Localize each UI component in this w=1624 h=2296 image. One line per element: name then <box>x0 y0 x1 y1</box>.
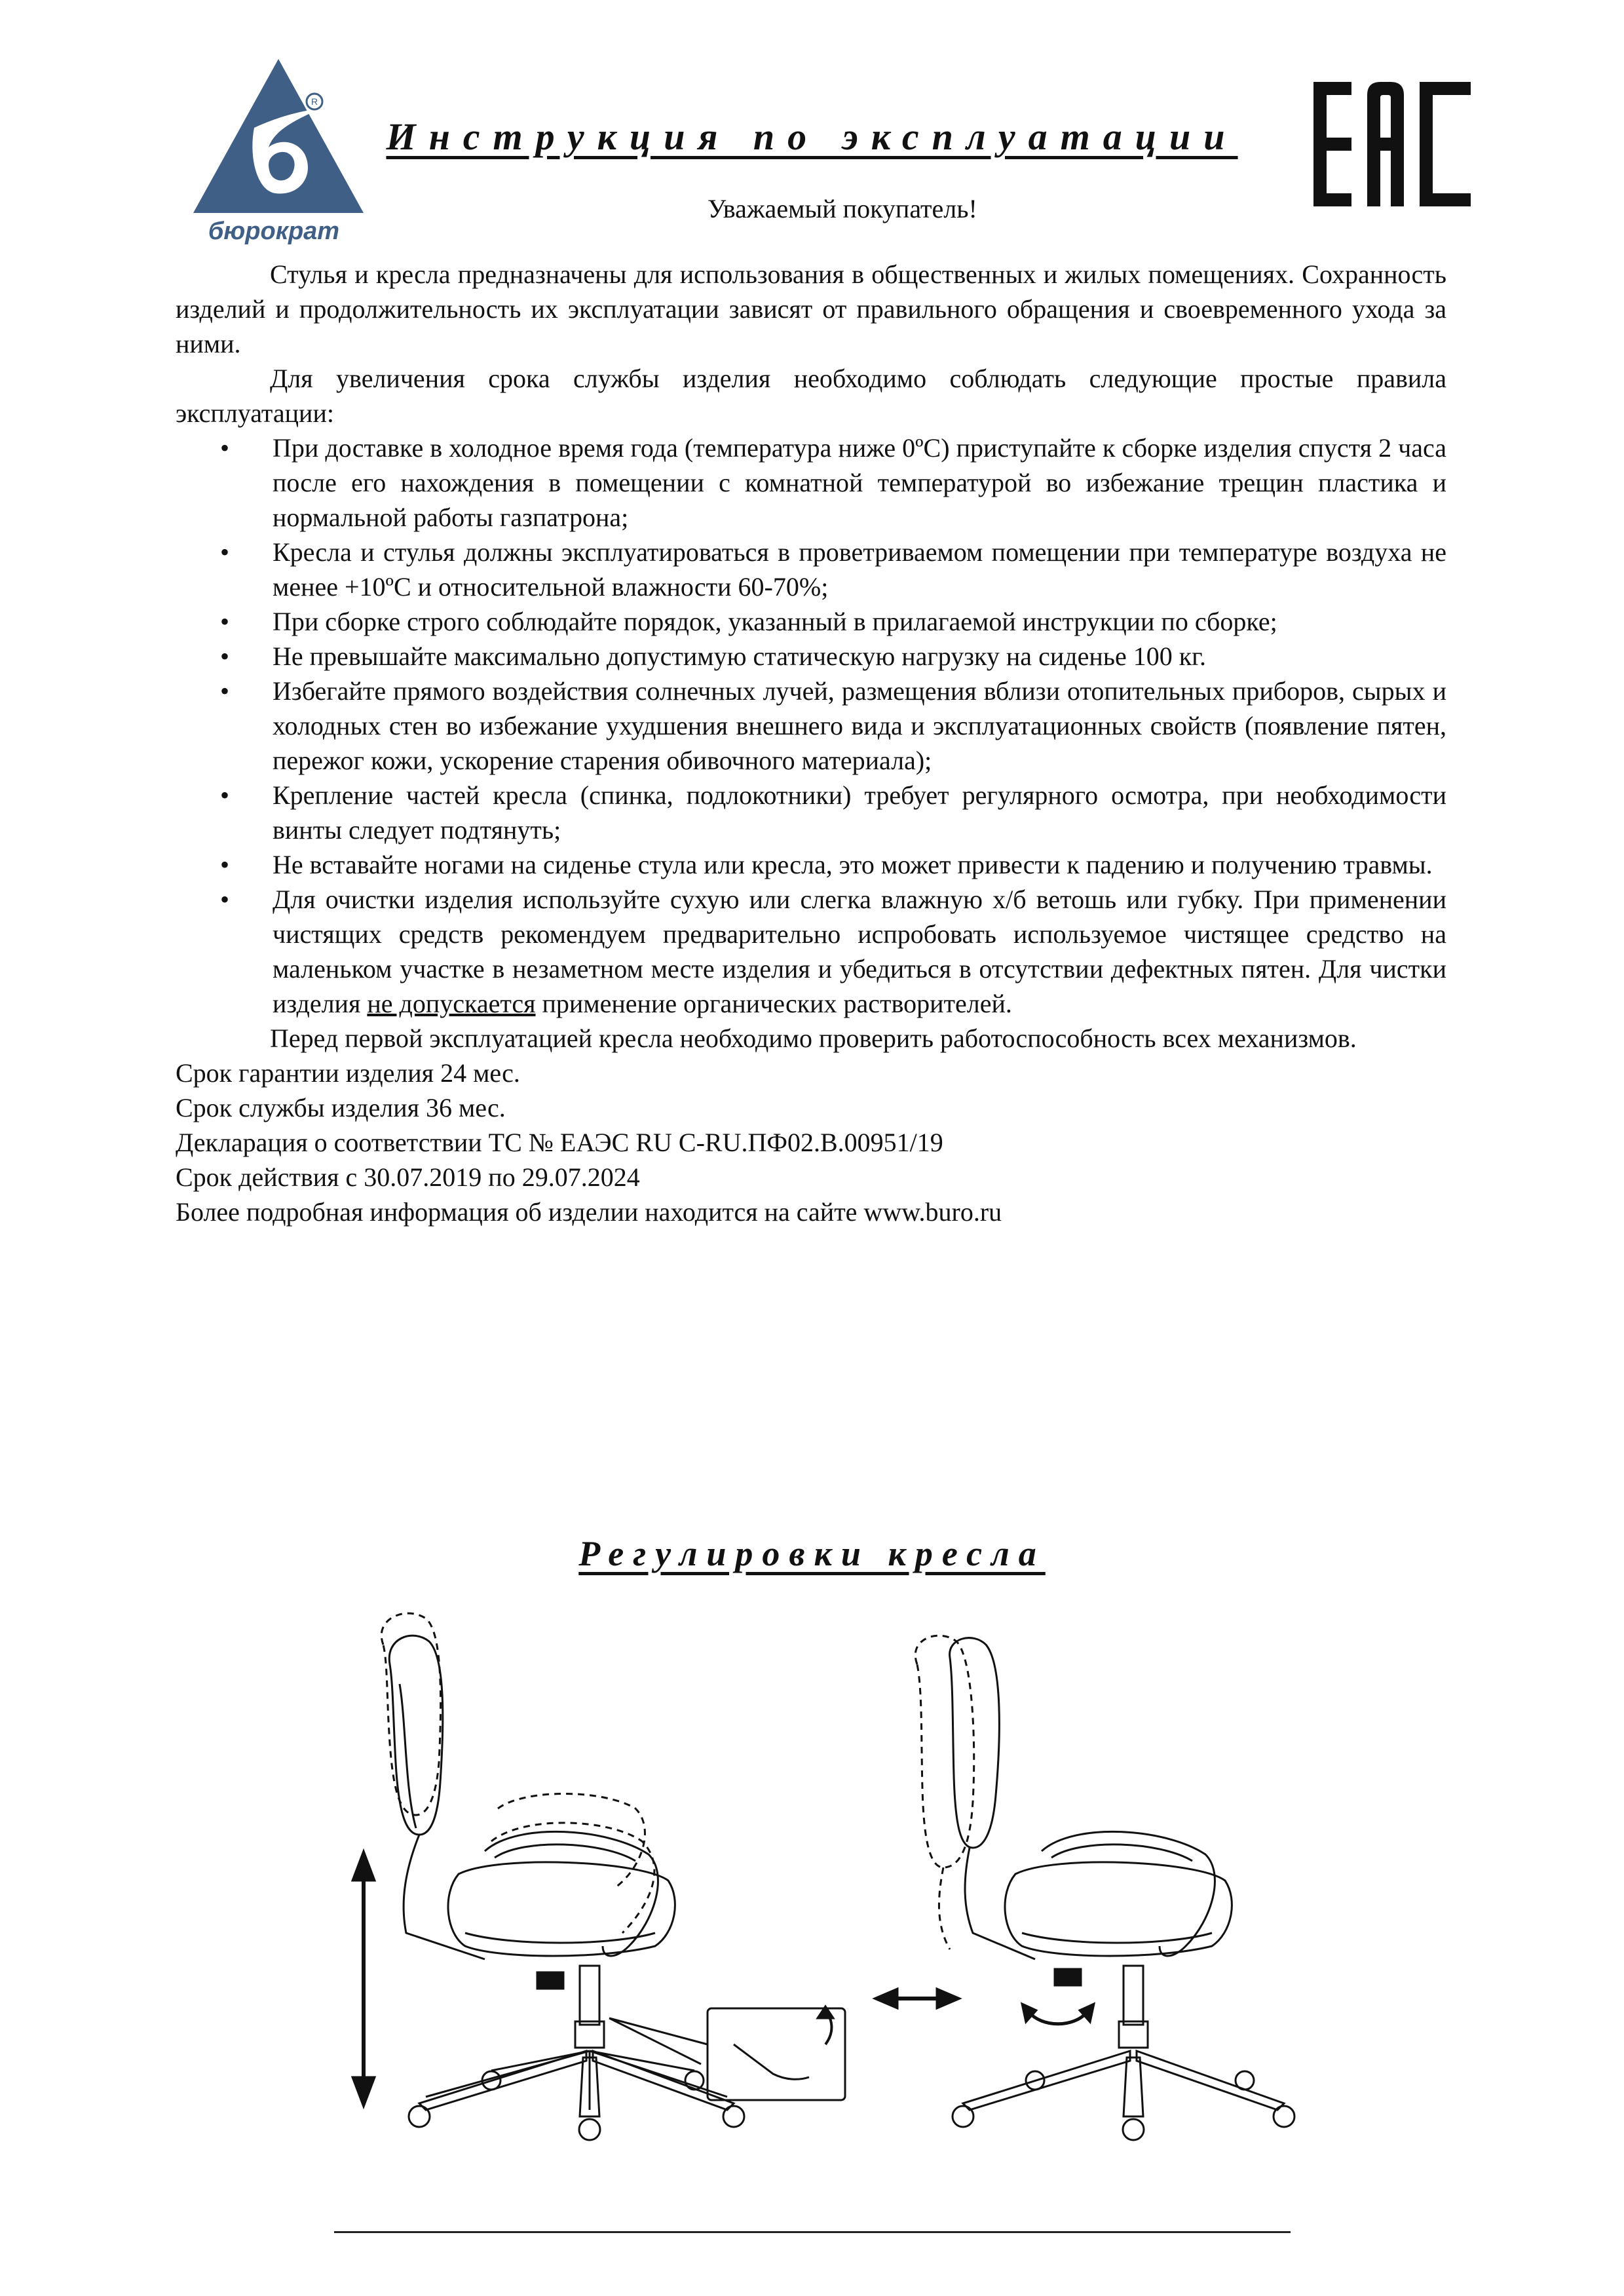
list-item: • Избегайте прямого воздействия солнечных лучей, размещения вблизи отопительных приборов, сырых и холодных стен во избежание ухудшения внешнего вида и эксплуатационных свойств (появление пятен, пережог кожи, ускорение старения обивочного материала); <box>273 674 1446 778</box>
check-paragraph: Перед первой эксплуатацией кресла необходимо проверить работоспособность всех механизмов. <box>270 1024 1357 1053</box>
list-item: • Кресла и стулья должны эксплуатироваться в проветриваемом помещении при температуре воздуха не менее +10ºС и относительной влажности 60-70%; <box>273 535 1446 604</box>
more-info-line: Более подробная информация об изделии находится на сайте www.buro.ru <box>176 1197 1002 1227</box>
list-item: • При доставке в холодное время года (температура ниже 0ºС) приступайте к сборке изделия спустя 2 часа после его нахождения в помещении с комнатной температурой во избежание трещин пластика и нормальной работы газпатрона; <box>273 430 1446 535</box>
declaration-line: Декларация о соответствии ТС № ЕАЭС RU C-RU.ПФ02.В.00951/19 <box>176 1128 943 1157</box>
list-item: • Не вставайте ногами на сиденье стула или кресла, это может привести к падению и получению травмы. <box>273 847 1446 882</box>
product-details <box>176 1056 1446 1229</box>
horizontal-arrow-icon <box>875 1989 960 2008</box>
intro-rules-lead: Для увеличения срока службы изделия необходимо соблюдать следующие простые правила эксплуатации: <box>176 364 1446 428</box>
greeting: Уважаемый покупатель! <box>708 194 977 223</box>
height-arrow-icon <box>352 1851 375 2107</box>
right-chair <box>915 1636 1294 2140</box>
list-item: • Крепление частей кресла (спинка, подлокотники) требует регулярного осмотра, при необходимости винты следует подтянуть; <box>273 778 1446 847</box>
list-item: • При сборке строго соблюдайте порядок, указанный в прилагаемой инструкции по сборке; <box>273 604 1446 639</box>
page-title: Инструкция по эксплуатации <box>386 115 1238 158</box>
rules-list <box>176 430 1446 1021</box>
logo-text: бюрократ <box>208 218 340 245</box>
warranty-line: Срок гарантии изделия 24 мес. <box>176 1058 520 1088</box>
adjustments-title: Регулировки кресла <box>578 1534 1046 1573</box>
service-life-line: Срок службы изделия 36 мес. <box>176 1093 506 1122</box>
list-item: • Не превышайте максимально допустимую статическую нагрузку на сиденье 100 кг. <box>273 639 1446 674</box>
cleaning-text-end: применение органических растворителей. <box>542 989 1012 1018</box>
cleaning-warning: не допускается <box>367 989 536 1018</box>
intro-paragraph: Стулья и кресла предназначены для использования в общественных и жилых помещениях. Сохранность изделий и продолжительность их эксплуатации зависят от правильного обращения и своевременного ухода за ними. <box>176 259 1446 358</box>
validity-line: Срок действия с 30.07.2019 по 29.07.2024 <box>176 1162 640 1192</box>
left-chair <box>352 1613 845 2140</box>
list-item <box>273 882 1446 1021</box>
instructions-body <box>176 257 1446 1229</box>
svg-text:R: R <box>311 96 318 107</box>
chair-adjustments-illustration <box>328 1592 1330 2169</box>
cleaning-text: Для очистки изделия используйте сухую или слегка влажную х/б ветошь или губку. При применении чистящих средств рекомендуем предварительно испробовать используемое чистящее средство на маленьком участке в незаметном месте изделия и убедиться в отсутствии дефектных пятен. Для чистки изделия <box>273 885 1446 1018</box>
bottom-divider <box>334 2231 1291 2233</box>
